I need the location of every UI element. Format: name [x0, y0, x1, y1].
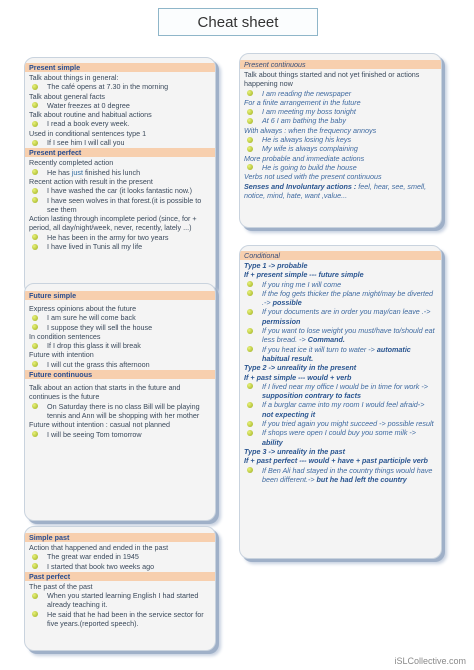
example-item: If you want to lose weight you must/have to/should eat less bread. -> Command.	[240, 326, 441, 345]
example-item: If a burglar came into my room I would feel afraid-> not expecting it	[240, 400, 441, 419]
text-line: Future without intention : casual not planned	[29, 420, 171, 430]
formula-line: If + past simple --- would + verb	[244, 372, 352, 382]
example-item: I will cut the grass this afternoon	[25, 360, 215, 369]
bullet-icon	[32, 244, 38, 250]
bullet-icon	[247, 137, 253, 143]
text-line: In condition sentences	[29, 331, 101, 341]
text-line: Talk about an action that starts in the future and continues is the future	[29, 383, 181, 402]
future-continuous-heading: Future continuous	[25, 370, 215, 379]
bullet-icon	[247, 402, 253, 408]
example-item: I have seen wolves in that forest.(it is possible to see them	[25, 196, 215, 215]
example-item: My wife is always complaining	[240, 144, 441, 153]
text-line: Recently completed action	[29, 158, 114, 168]
text-line: Talk about routine and habitual actions	[29, 110, 152, 120]
formula-line: If + past perfect --- would + have + past participle verb	[244, 456, 428, 466]
example-item: He has just finished his lunch	[25, 168, 215, 177]
bullet-icon	[32, 324, 38, 330]
text-line: Used in conditional sentences type 1	[29, 128, 147, 138]
example-item: He is going to build the house	[240, 163, 441, 172]
text-line: With always : when the frequency annoys	[244, 125, 377, 135]
bullet-icon	[32, 431, 38, 437]
example-item: If your documents are in order you may/can leave .-> permission	[240, 307, 441, 326]
past-tenses-card	[24, 526, 216, 651]
conditional-heading: Conditional	[240, 251, 441, 260]
text-line: Talk about general facts	[29, 91, 105, 101]
example-item: At 6 I am bathing the baby	[240, 116, 441, 125]
bullet-icon	[247, 346, 253, 352]
example-item: If I lived near my office I would be in time for work -> supposition contrary to facts	[240, 382, 441, 401]
example-item: I have lived in Tunis all my life	[25, 242, 215, 251]
bullet-icon	[32, 197, 38, 203]
bullet-icon	[247, 290, 253, 296]
bullet-icon	[32, 121, 38, 127]
bullet-icon	[32, 403, 38, 409]
bullet-icon	[32, 361, 38, 367]
bullet-icon	[247, 430, 253, 436]
text-line: Recent action with result in the present	[29, 176, 153, 186]
example-item: If I see him I will call you	[25, 138, 215, 147]
present-continuous-heading: Present continuous	[240, 60, 441, 69]
example-item: I will be seeing Tom tomorrow	[25, 430, 215, 439]
text-line: For a finite arrangement in the future	[244, 97, 361, 107]
simple-past-heading: Simple past	[25, 533, 215, 542]
example-item: If you tried again you might succeed -> possible result	[240, 419, 441, 428]
present-continuous-card	[239, 53, 442, 228]
bullet-icon	[247, 109, 253, 115]
text-line: More probable and immediate actions	[244, 153, 365, 163]
example-item: If shops were open I could buy you some milk -> ability	[240, 428, 441, 447]
example-item: On Saturday there is no class Bill will be playing tennis and Ann will be shopping with her mother	[25, 402, 215, 421]
example-item: He is always losing his keys	[240, 135, 441, 144]
example-item: I am sure he will come back	[25, 313, 215, 322]
type-heading: Type 1 -> probable	[244, 261, 308, 270]
bullet-icon	[247, 467, 253, 473]
bullet-icon	[32, 315, 38, 321]
formula-line: If + present simple --- future simple	[244, 270, 364, 280]
present-perfect-heading: Present perfect	[25, 148, 215, 157]
example-item: If Ben Ali had stayed in the country things would have been different.-> but he had left the country	[240, 466, 441, 485]
text-line: Talk about things in general:	[29, 73, 119, 82]
bullet-icon	[32, 84, 38, 90]
bullet-icon	[32, 611, 38, 617]
future-simple-heading: Future simple	[25, 291, 215, 300]
bullet-icon	[32, 343, 38, 349]
text-line: Action that happened and ended in the past	[29, 543, 169, 552]
bullet-icon	[32, 102, 38, 108]
type-heading: Type 2 -> unreality in the present	[244, 363, 357, 373]
bullet-icon	[247, 328, 253, 334]
bullet-icon	[247, 421, 253, 427]
text-line: Senses and Involuntary actions : feel, hear, see, smell, notice, mind, hate, want ,value...	[244, 181, 427, 200]
text-line: Verbs not used with the present continuous	[244, 172, 382, 182]
example-item: I read a book every week.	[25, 119, 215, 128]
page-title: Cheat sheet	[158, 8, 318, 36]
bullet-icon	[32, 188, 38, 194]
example-item: I am reading the newspaper	[240, 89, 441, 98]
present-simple-heading: Present simple	[25, 63, 215, 72]
bullet-icon	[247, 164, 253, 170]
example-item: I am meeting my boss tonight	[240, 107, 441, 116]
bullet-icon	[247, 118, 253, 124]
example-item: The great war ended in 1945	[25, 552, 215, 561]
bullet-icon	[247, 309, 253, 315]
example-item: If you ring me I will come	[240, 280, 441, 289]
example-item: I suppose they will sell the house	[25, 323, 215, 332]
bullet-icon	[247, 383, 253, 389]
text-line: The past of the past	[29, 581, 93, 591]
bullet-icon	[32, 563, 38, 569]
bullet-icon	[32, 140, 38, 146]
site-watermark: iSLCollective.com	[394, 656, 466, 666]
bullet-icon	[247, 281, 253, 287]
example-item: He has been in the army for two years	[25, 233, 215, 242]
example-item: The café opens at 7.30 in the morning	[25, 82, 215, 91]
example-item: I have washed the car (it looks fantastic now.)	[25, 186, 215, 195]
example-item: He said that he had been in the service sector for five years.(reported speech).	[25, 610, 215, 629]
example-item: I started that book two weeks ago	[25, 562, 215, 571]
bullet-icon	[32, 593, 38, 599]
past-perfect-heading: Past perfect	[25, 572, 215, 581]
type-heading: Type 3 -> unreality in the past	[244, 446, 345, 456]
bullet-icon	[247, 146, 253, 152]
text-line: Future with intention	[29, 350, 94, 360]
bullet-icon	[32, 554, 38, 560]
bullet-icon	[32, 169, 38, 175]
bullet-icon	[32, 234, 38, 240]
text-line: Action lasting through incomplete period (since, for + period, all day/night/week, never, recently, lately ...)	[29, 214, 197, 233]
example-item: If I drop this glass it will break	[25, 341, 215, 350]
bullet-icon	[247, 90, 253, 96]
conditional-card	[239, 245, 442, 559]
example-item: If the fog gets thicker the plane might/may be diverted .-> possible	[240, 289, 441, 308]
example-item: Water freezes at 0 degree	[25, 101, 215, 110]
text-line: Express opinions about the future	[29, 304, 137, 313]
example-item: If you heat ice it will turn to water -> automatic habitual result.	[240, 345, 441, 364]
text-line: Talk about things started and not yet finished or actions happening now	[244, 70, 420, 89]
future-tenses-card	[24, 283, 216, 521]
example-item: When you started learning English I had started already teaching it.	[25, 591, 215, 610]
present-tenses-card	[24, 57, 216, 295]
